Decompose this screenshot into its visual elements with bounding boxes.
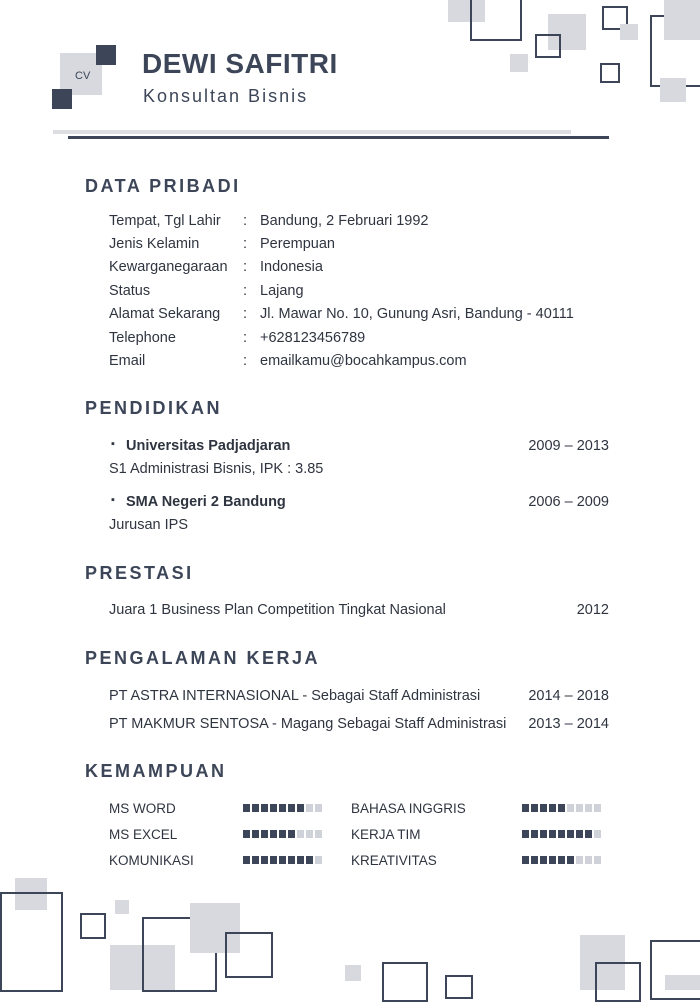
skill-level-segment: [279, 856, 286, 864]
skill-level-segment: [288, 856, 295, 864]
achievement-title: Juara 1 Business Plan Competition Tingkat Nasional: [109, 602, 446, 618]
personal-separator: :: [243, 353, 248, 369]
section-title-achievements: PRESTASI: [85, 563, 194, 583]
skill-level-segment: [261, 830, 268, 838]
achievement-year: 2012: [576, 602, 609, 618]
personal-separator: :: [243, 330, 248, 346]
skill-level-segment: [315, 856, 322, 864]
section-title-personal: DATA PRIBADI: [85, 176, 241, 196]
skill-name: MS WORD: [109, 801, 176, 816]
experience-years: 2014 – 2018: [528, 688, 609, 704]
section-title-experience: PENGALAMAN KERJA: [85, 648, 321, 668]
decor-square-outline: [470, 0, 522, 41]
education-years: 2006 – 2009: [528, 494, 609, 510]
personal-label: Jenis Kelamin: [109, 236, 200, 252]
experience-years: 2013 – 2014: [528, 716, 609, 732]
experience-title: PT ASTRA INTERNASIONAL - Sebagai Staff Administrasi: [109, 688, 481, 704]
decor-square-outline: [595, 962, 641, 1002]
skill-level-segment: [567, 830, 574, 838]
skill-level-segment: [522, 804, 529, 812]
decor-square-outline: [0, 892, 63, 992]
skill-level-segment: [567, 856, 574, 864]
skill-name: KREATIVITAS: [351, 853, 437, 868]
skill-level-segment: [531, 856, 538, 864]
skill-level-segment: [279, 804, 286, 812]
skill-name: KOMUNIKASI: [109, 853, 194, 868]
personal-value: +628123456789: [260, 330, 366, 346]
education-years: 2009 – 2013: [528, 438, 609, 454]
skill-level-segment: [261, 804, 268, 812]
decor-square: [510, 54, 528, 72]
personal-value: Bandung, 2 Februari 1992: [260, 213, 429, 229]
skill-level-segment: [540, 804, 547, 812]
skill-level-segment: [558, 804, 565, 812]
decor-square-outline: [445, 975, 473, 999]
skill-level-segment: [243, 830, 250, 838]
skill-level-segment: [558, 830, 565, 838]
skill-level-segment: [252, 804, 259, 812]
skill-level-segment: [540, 856, 547, 864]
personal-label: Kewarganegaraan: [109, 259, 228, 275]
skill-level-segment: [297, 804, 304, 812]
skill-level-segment: [315, 804, 322, 812]
skill-name: MS EXCEL: [109, 827, 178, 842]
decor-square-outline: [535, 34, 561, 58]
logo-label: CV: [75, 70, 91, 82]
skill-name: BAHASA INGGRIS: [351, 801, 466, 816]
skill-level-segment: [531, 804, 538, 812]
education-detail: Jurusan IPS: [109, 517, 188, 533]
decor-square-outline: [80, 913, 106, 939]
personal-label: Telephone: [109, 330, 176, 346]
skill-level-segment: [306, 830, 313, 838]
decor-square-outline: [600, 63, 620, 83]
skill-level-segment: [576, 830, 583, 838]
candidate-name: DEWI SAFITRI: [142, 48, 338, 79]
personal-label: Tempat, Tgl Lahir: [109, 213, 221, 229]
personal-value: emailkamu@bocahkampus.com: [260, 353, 467, 369]
skill-level-segment: [522, 830, 529, 838]
skill-name: KERJA TIM: [351, 827, 421, 842]
school-name: Universitas Padjadjaran: [126, 438, 291, 454]
skill-level-segment: [540, 830, 547, 838]
skill-level-bar: [522, 804, 601, 812]
personal-label: Alamat Sekarang: [109, 306, 221, 322]
personal-label: Status: [109, 283, 151, 299]
skill-level-segment: [270, 830, 277, 838]
decor-square: [664, 0, 700, 40]
section-title-skills: KEMAMPUAN: [85, 761, 227, 781]
decor-square: [665, 975, 700, 990]
skill-level-segment: [306, 856, 313, 864]
skill-level-bar: [522, 856, 601, 864]
decor-square: [345, 965, 361, 981]
skill-level-segment: [288, 804, 295, 812]
personal-separator: :: [243, 213, 248, 229]
skill-level-segment: [279, 830, 286, 838]
bullet-icon: ▪: [111, 494, 115, 506]
skill-level-segment: [252, 856, 259, 864]
personal-value: Lajang: [260, 283, 304, 299]
personal-separator: :: [243, 259, 248, 275]
skill-level-segment: [243, 804, 250, 812]
skill-level-segment: [549, 804, 556, 812]
decor-square-outline: [225, 932, 273, 978]
decor-square-outline: [382, 962, 428, 1002]
skill-level-bar: [243, 830, 322, 838]
experience-title: PT MAKMUR SENTOSA - Magang Sebagai Staff Administrasi: [109, 716, 507, 732]
personal-separator: :: [243, 236, 248, 252]
skill-level-segment: [261, 856, 268, 864]
personal-label: Email: [109, 353, 146, 369]
decor-square: [115, 900, 129, 914]
school-name: SMA Negeri 2 Bandung: [126, 494, 286, 510]
skill-level-segment: [252, 830, 259, 838]
personal-value: Jl. Mawar No. 10, Gunung Asri, Bandung - 40111: [260, 306, 574, 322]
header-divider: [68, 136, 609, 139]
bullet-icon: ▪: [111, 438, 115, 450]
candidate-title: Konsultan Bisnis: [143, 86, 309, 106]
skill-level-segment: [585, 830, 592, 838]
skill-level-segment: [270, 804, 277, 812]
skill-level-segment: [567, 804, 574, 812]
personal-value: Indonesia: [260, 259, 323, 275]
skill-level-segment: [315, 830, 322, 838]
skill-level-segment: [585, 856, 592, 864]
skill-level-bar: [243, 856, 322, 864]
decor-square: [660, 78, 686, 102]
skill-level-segment: [558, 856, 565, 864]
skill-level-segment: [576, 856, 583, 864]
decor-square: [620, 24, 638, 40]
skill-level-segment: [288, 830, 295, 838]
skill-level-segment: [594, 830, 601, 838]
skill-level-segment: [522, 856, 529, 864]
personal-separator: :: [243, 306, 248, 322]
skill-level-segment: [531, 830, 538, 838]
skill-level-bar: [522, 830, 601, 838]
skill-level-segment: [243, 856, 250, 864]
skill-level-segment: [270, 856, 277, 864]
skill-level-bar: [243, 804, 322, 812]
personal-value: Perempuan: [260, 236, 335, 252]
skill-level-segment: [594, 804, 601, 812]
skill-level-segment: [297, 830, 304, 838]
skill-level-segment: [306, 804, 313, 812]
skill-level-segment: [594, 856, 601, 864]
personal-separator: :: [243, 283, 248, 299]
skill-level-segment: [297, 856, 304, 864]
skill-level-segment: [585, 804, 592, 812]
skill-level-segment: [549, 856, 556, 864]
skill-level-segment: [576, 804, 583, 812]
section-title-education: PENDIDIKAN: [85, 398, 223, 418]
skill-level-segment: [549, 830, 556, 838]
header-divider-light: [53, 130, 571, 134]
decor-square-outline: [650, 940, 700, 1000]
education-detail: S1 Administrasi Bisnis, IPK : 3.85: [109, 461, 324, 477]
